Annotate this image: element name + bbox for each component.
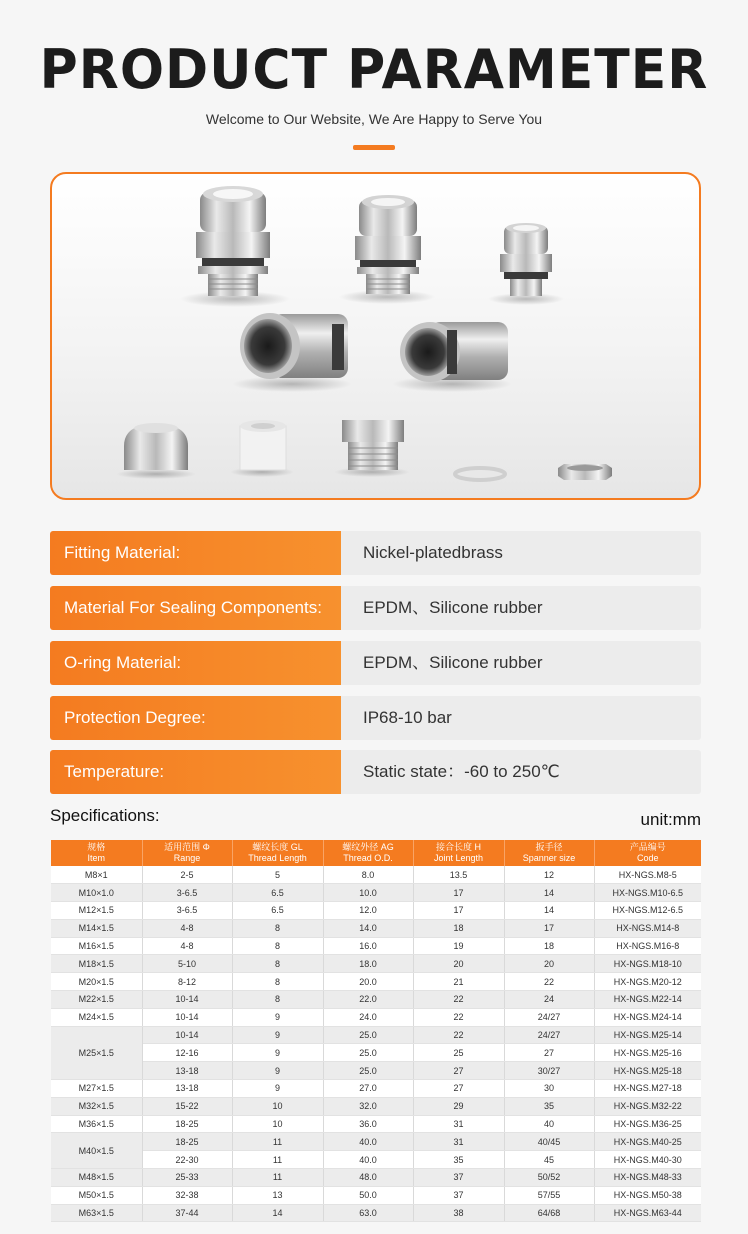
cell-spanner-size: 40/45 (504, 1133, 594, 1151)
cell-spanner-size: 35 (504, 1097, 594, 1115)
cell-item: M16×1.5 (51, 937, 142, 955)
cell-thread-od: 32.0 (323, 1097, 413, 1115)
cell-item: M18×1.5 (51, 955, 142, 973)
cell-spanner-size: 27 (504, 1044, 594, 1062)
cell-joint-length: 27 (413, 1062, 504, 1080)
cell-spanner-size: 22 (504, 973, 594, 991)
cell-code: HX-NGS.M10-6.5 (594, 884, 701, 902)
cell-thread-length: 10 (232, 1115, 323, 1133)
cell-code: HX-NGS.M14-8 (594, 919, 701, 937)
cell-item: M48×1.5 (51, 1169, 142, 1187)
param-row-sealing-material (50, 586, 701, 630)
cell-code: HX-NGS.M27-18 (594, 1080, 701, 1098)
cell-thread-length: 11 (232, 1169, 323, 1187)
cell-thread-length: 9 (232, 1008, 323, 1026)
cell-spanner-size: 30 (504, 1080, 594, 1098)
cell-joint-length: 22 (413, 1026, 504, 1044)
table-header-row (51, 840, 701, 866)
cell-item: M22×1.5 (51, 991, 142, 1009)
cell-item: M36×1.5 (51, 1115, 142, 1133)
table-row (51, 1097, 701, 1115)
cell-item: M32×1.5 (51, 1097, 142, 1115)
cell-joint-length: 25 (413, 1044, 504, 1062)
title-accent-bar (353, 145, 395, 150)
cell-code: HX-NGS.M24-14 (594, 1008, 701, 1026)
cell-code: HX-NGS.M40-30 (594, 1151, 701, 1169)
cell-item: M20×1.5 (51, 973, 142, 991)
cell-range: 15-22 (142, 1097, 232, 1115)
table-row (51, 1169, 701, 1187)
cell-joint-length: 20 (413, 955, 504, 973)
cell-spanner-size: 12 (504, 866, 594, 884)
cell-thread-od: 50.0 (323, 1186, 413, 1204)
cell-item: M27×1.5 (51, 1080, 142, 1098)
cell-range: 18-25 (142, 1133, 232, 1151)
cell-thread-od: 40.0 (323, 1151, 413, 1169)
cell-range: 12-16 (142, 1044, 232, 1062)
cell-spanner-size: 14 (504, 902, 594, 920)
cell-thread-od: 20.0 (323, 973, 413, 991)
cell-thread-length: 8 (232, 973, 323, 991)
cell-code: HX-NGS.M25-18 (594, 1062, 701, 1080)
param-row-temperature (50, 750, 701, 794)
cell-code: HX-NGS.M25-16 (594, 1044, 701, 1062)
param-row-protection-degree (50, 696, 701, 740)
cell-spanner-size: 40 (504, 1115, 594, 1133)
cell-joint-length: 35 (413, 1151, 504, 1169)
gland-lying-right (392, 322, 512, 392)
cell-joint-length: 38 (413, 1204, 504, 1222)
cell-spanner-size: 17 (504, 919, 594, 937)
cell-thread-length: 11 (232, 1151, 323, 1169)
cell-range: 13-18 (142, 1062, 232, 1080)
table-row (51, 991, 701, 1009)
cell-code: HX-NGS.M18-10 (594, 955, 701, 973)
lock-nut-part (558, 464, 612, 480)
table-row (51, 902, 701, 920)
table-row (51, 1044, 701, 1062)
table-row (51, 919, 701, 937)
cell-range: 3-6.5 (142, 884, 232, 902)
cell-joint-length: 27 (413, 1080, 504, 1098)
cell-range: 3-6.5 (142, 902, 232, 920)
cell-item: M24×1.5 (51, 1008, 142, 1026)
cell-code: HX-NGS.M36-25 (594, 1115, 701, 1133)
cell-thread-od: 22.0 (323, 991, 413, 1009)
param-value: IP68-10 bar (341, 696, 701, 740)
cell-spanner-size: 50/52 (504, 1169, 594, 1187)
cell-thread-od: 63.0 (323, 1204, 413, 1222)
cell-code: HX-NGS.M8-5 (594, 866, 701, 884)
cell-item: M10×1.0 (51, 884, 142, 902)
cell-spanner-size: 24/27 (504, 1008, 594, 1026)
table-row (51, 955, 701, 973)
cell-thread-length: 8 (232, 955, 323, 973)
cell-thread-length: 8 (232, 937, 323, 955)
header-code: 产品编号 Code (594, 840, 701, 866)
cell-code: HX-NGS.M25-14 (594, 1026, 701, 1044)
cell-spanner-size: 18 (504, 937, 594, 955)
param-row-oring-material (50, 641, 701, 685)
cell-range: 4-8 (142, 937, 232, 955)
specifications-table (51, 840, 701, 1222)
table-row (51, 1186, 701, 1204)
cell-item: M63×1.5 (51, 1204, 142, 1222)
page-title: PRODUCT PARAMETER (39, 38, 709, 102)
param-label: O-ring Material: (50, 641, 341, 685)
rubber-seal-part (230, 420, 294, 477)
cell-joint-length: 17 (413, 902, 504, 920)
cell-range: 22-30 (142, 1151, 232, 1169)
cell-range: 8-12 (142, 973, 232, 991)
cell-spanner-size: 45 (504, 1151, 594, 1169)
table-row (51, 1204, 701, 1222)
cell-thread-length: 6.5 (232, 902, 323, 920)
cell-thread-od: 16.0 (323, 937, 413, 955)
header-item: 规格 Item (51, 840, 142, 866)
table-row (51, 1008, 701, 1026)
cell-code: HX-NGS.M63-44 (594, 1204, 701, 1222)
cell-joint-length: 37 (413, 1186, 504, 1204)
cell-joint-length: 19 (413, 937, 504, 955)
cell-thread-od: 12.0 (323, 902, 413, 920)
page-subtitle: Welcome to Our Website, We Are Happy to Serve You (205, 111, 543, 127)
cell-thread-length: 6.5 (232, 884, 323, 902)
cell-code: HX-NGS.M20-12 (594, 973, 701, 991)
cell-code: HX-NGS.M48-33 (594, 1169, 701, 1187)
cell-joint-length: 29 (413, 1097, 504, 1115)
cell-thread-length: 14 (232, 1204, 323, 1222)
gland-medium-upright (339, 195, 435, 304)
cell-thread-od: 25.0 (323, 1026, 413, 1044)
table-row (51, 866, 701, 884)
cell-thread-od: 40.0 (323, 1133, 413, 1151)
cell-code: HX-NGS.M22-14 (594, 991, 701, 1009)
header-range: 适用范围 Φ Range (142, 840, 232, 866)
cell-code: HX-NGS.M16-8 (594, 937, 701, 955)
cell-joint-length: 22 (413, 1008, 504, 1026)
cell-item: M12×1.5 (51, 902, 142, 920)
cell-range: 10-14 (142, 1026, 232, 1044)
cell-thread-od: 48.0 (323, 1169, 413, 1187)
cell-item: M14×1.5 (51, 919, 142, 937)
cell-joint-length: 37 (413, 1169, 504, 1187)
cell-item: M40×1.5 (51, 1133, 142, 1169)
cell-thread-od: 36.0 (323, 1115, 413, 1133)
table-row (51, 973, 701, 991)
table-row (51, 1026, 701, 1044)
cell-thread-length: 13 (232, 1186, 323, 1204)
cell-item: M25×1.5 (51, 1026, 142, 1079)
header-thread-od: 螺纹外径 AG Thread O.D. (323, 840, 413, 866)
param-label: Protection Degree: (50, 696, 341, 740)
cell-range: 10-14 (142, 991, 232, 1009)
cell-range: 37-44 (142, 1204, 232, 1222)
cell-range: 18-25 (142, 1115, 232, 1133)
param-value: Nickel-platedbrass (341, 531, 701, 575)
cell-thread-length: 11 (232, 1133, 323, 1151)
cell-thread-od: 14.0 (323, 919, 413, 937)
cell-thread-length: 9 (232, 1026, 323, 1044)
cell-joint-length: 18 (413, 919, 504, 937)
table-row (51, 1062, 701, 1080)
cell-spanner-size: 20 (504, 955, 594, 973)
param-label: Temperature: (50, 750, 341, 794)
cell-code: HX-NGS.M40-25 (594, 1133, 701, 1151)
cell-range: 2-5 (142, 866, 232, 884)
gland-large-upright (180, 186, 290, 307)
cell-joint-length: 13.5 (413, 866, 504, 884)
cell-thread-length: 9 (232, 1080, 323, 1098)
cell-spanner-size: 14 (504, 884, 594, 902)
param-value: EPDM、Silicone rubber (341, 586, 701, 630)
cell-thread-length: 8 (232, 919, 323, 937)
cell-range: 25-33 (142, 1169, 232, 1187)
table-row (51, 1080, 701, 1098)
param-label: Material For Sealing Components: (50, 586, 341, 630)
product-photo (50, 172, 701, 500)
param-label: Fitting Material: (50, 531, 341, 575)
cell-code: HX-NGS.M50-38 (594, 1186, 701, 1204)
cell-thread-length: 9 (232, 1044, 323, 1062)
o-ring-part (455, 468, 505, 480)
cell-thread-od: 24.0 (323, 1008, 413, 1026)
cell-thread-length: 8 (232, 991, 323, 1009)
cell-range: 13-18 (142, 1080, 232, 1098)
cell-joint-length: 31 (413, 1115, 504, 1133)
param-row-fitting-material (50, 531, 701, 575)
table-row (51, 1151, 701, 1169)
cell-item: M50×1.5 (51, 1186, 142, 1204)
cell-joint-length: 17 (413, 884, 504, 902)
cell-thread-od: 25.0 (323, 1062, 413, 1080)
specifications-title: Specifications: (50, 806, 160, 825)
header-joint-length: 接合长度 H Joint Length (413, 840, 504, 866)
cell-thread-od: 18.0 (323, 955, 413, 973)
cell-range: 4-8 (142, 919, 232, 937)
cable-gland-illustration (52, 174, 699, 498)
cell-code: HX-NGS.M32-22 (594, 1097, 701, 1115)
header-thread-length: 螺纹长度 GL Thread Length (232, 840, 323, 866)
cell-spanner-size: 30/27 (504, 1062, 594, 1080)
dome-cap-part (116, 423, 196, 479)
cell-spanner-size: 24 (504, 991, 594, 1009)
specifications-table-body (51, 866, 701, 1222)
header-spanner-size: 扳手径 Spanner size (504, 840, 594, 866)
cell-joint-length: 21 (413, 973, 504, 991)
cell-item: M8×1 (51, 866, 142, 884)
table-row (51, 1133, 701, 1151)
cell-thread-od: 10.0 (323, 884, 413, 902)
cell-code: HX-NGS.M12-6.5 (594, 902, 701, 920)
gland-lying-left (232, 313, 352, 392)
cell-spanner-size: 57/55 (504, 1186, 594, 1204)
param-value: Static state：-60 to 250℃ (341, 750, 701, 794)
cell-joint-length: 31 (413, 1133, 504, 1151)
gland-small-upright (488, 223, 564, 305)
unit-label: unit:mm (640, 810, 701, 829)
threaded-body-part (334, 420, 410, 477)
cell-thread-od: 8.0 (323, 866, 413, 884)
cell-thread-length: 10 (232, 1097, 323, 1115)
cell-thread-length: 5 (232, 866, 323, 884)
cell-thread-od: 27.0 (323, 1080, 413, 1098)
table-row (51, 884, 701, 902)
cell-thread-length: 9 (232, 1062, 323, 1080)
cell-joint-length: 22 (413, 991, 504, 1009)
cell-range: 10-14 (142, 1008, 232, 1026)
param-value: EPDM、Silicone rubber (341, 641, 701, 685)
cell-range: 32-38 (142, 1186, 232, 1204)
cell-range: 5-10 (142, 955, 232, 973)
cell-spanner-size: 24/27 (504, 1026, 594, 1044)
cell-thread-od: 25.0 (323, 1044, 413, 1062)
table-row (51, 1115, 701, 1133)
table-row (51, 937, 701, 955)
cell-spanner-size: 64/68 (504, 1204, 594, 1222)
